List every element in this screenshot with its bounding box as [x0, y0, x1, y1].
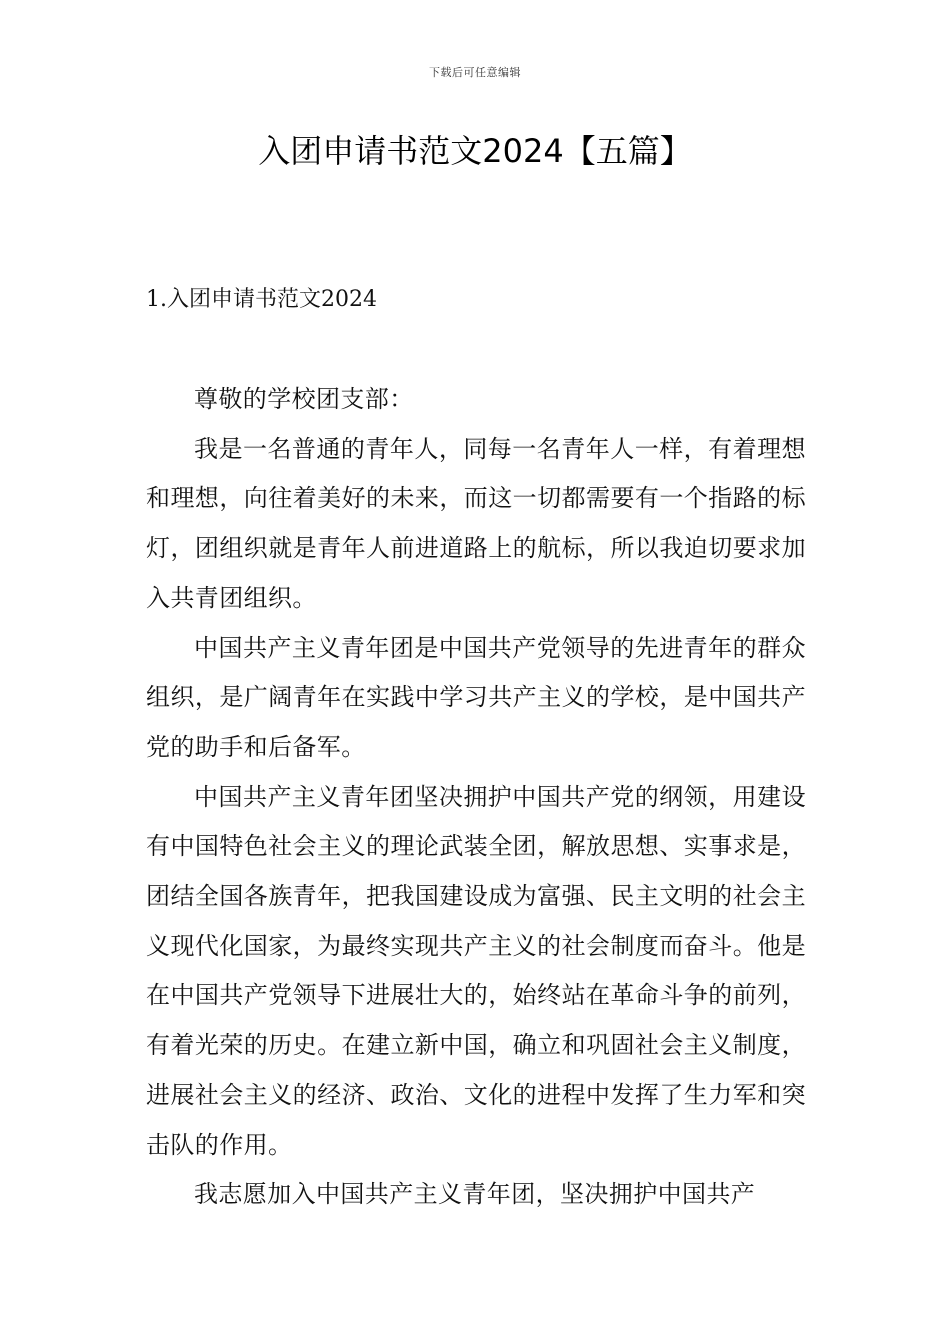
body-paragraph: 我志愿加入中国共产主义青年团，坚决拥护中国共产 — [194, 1180, 756, 1209]
body-paragraph: 我是一名普通的青年人，同每一名青年人一样，有着理想和理想，向往着美好的未来，而这一切都需要有一个指路的标灯，团组织就是青年人前进道路上的航标，所以我迫切要求加入共青团组织。 — [146, 434, 806, 612]
document-title: 入团申请书范文2024【五篇】 — [258, 132, 692, 170]
section-heading: 1.入团申请书范文2024 — [146, 287, 377, 312]
document-body — [146, 375, 806, 1220]
body-paragraph: 中国共产主义青年团坚决拥护中国共产党的纲领，用建设有中国特色社会主义的理论武装全团，解放思想、实事求是，团结全国各族青年，把我国建设成为富强、民主文明的社会主义现代化国家，为最终实现共产主义的社会制度而奋斗。他是在中国共产党领导下进展壮大的，始终站在革命斗争的前列，有着光荣的历史。在建立新中国，确立和巩固社会主义制度，进展社会主义的经济、政治、文化的进程中发挥了生力军和突击队的作用。 — [146, 782, 806, 1159]
header-note: 下载后可任意编辑 — [429, 66, 521, 79]
salutation-paragraph: 尊敬的学校团支部： — [194, 385, 414, 413]
body-paragraph: 中国共产主义青年团是中国共产党领导的先进青年的群众组织，是广阔青年在实践中学习共产主义的学校，是中国共产党的助手和后备军。 — [146, 633, 806, 761]
